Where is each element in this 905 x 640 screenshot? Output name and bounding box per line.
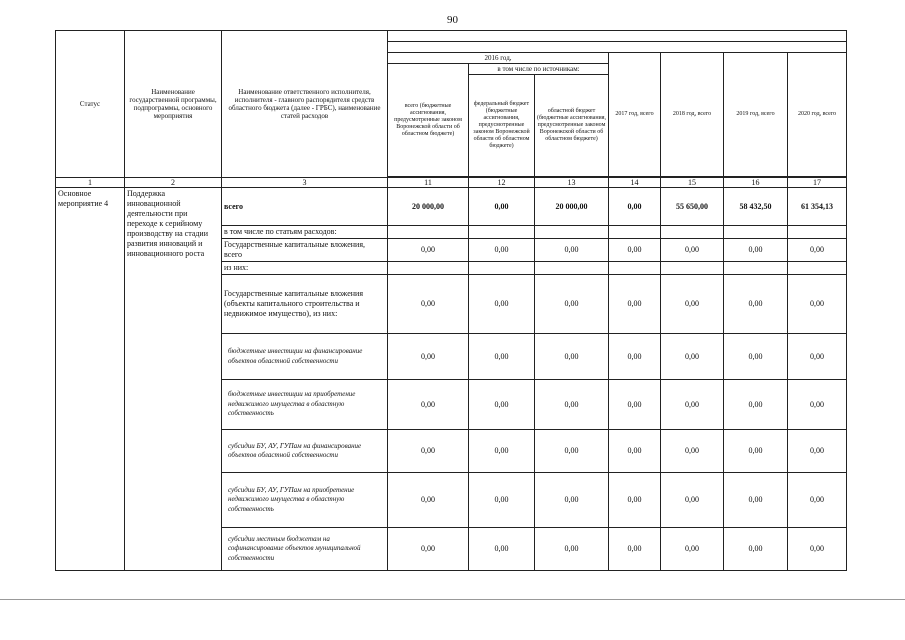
column-number-row: [56, 178, 847, 188]
col-number: 11: [388, 178, 469, 188]
value-cell: 0,00: [609, 430, 661, 473]
value-cell: 0,00: [535, 239, 609, 262]
value-cell: 0,00: [609, 239, 661, 262]
col-number: 14: [609, 178, 661, 188]
value-cell: 0,00: [469, 473, 535, 528]
value-cell: 0,00: [609, 188, 661, 226]
value-cell: [788, 226, 847, 239]
value-cell: 0,00: [661, 473, 724, 528]
header-total-2016: всего (бюджетные ассигнования, предусмотренные законом Воронежской области об областном бюджете): [388, 64, 469, 177]
program-name-cell: Поддержка инновационной деятельности при переходе к серийному производству на стадии развития инноваций и инновационного роста: [125, 188, 222, 571]
col-number: 17: [788, 178, 847, 188]
value-cell: 0,00: [469, 430, 535, 473]
header-2020: 2020 год, всего: [788, 53, 847, 177]
value-cell: 0,00: [788, 528, 847, 571]
value-cell: 0,00: [788, 239, 847, 262]
value-cell: 55 650,00: [661, 188, 724, 226]
value-cell: [388, 262, 469, 275]
value-cell: [724, 262, 788, 275]
row-label: субсидии местным бюджетам на софинансирование объектов муниципальной собственности: [222, 528, 388, 571]
header-regional: областной бюджет (бюджетные ассигнования, предусмотренные законом Воронежской области об областном бюджете): [535, 75, 609, 177]
value-cell: [535, 226, 609, 239]
value-cell: [388, 226, 469, 239]
header-by-sources: в том числе по источникам:: [469, 64, 609, 75]
header-responsible: Наименование ответственного исполнителя, исполнителя - главного распорядителя средств областного бюджета (далее - ГРБС), наименование статей расходов: [222, 31, 388, 178]
value-cell: [661, 262, 724, 275]
value-cell: 0,00: [724, 430, 788, 473]
value-cell: 0,00: [469, 334, 535, 380]
header-federal: федеральный бюджет (бюджетные ассигнования, предусмотренные законом Воронежской области об областном бюджете): [469, 75, 535, 177]
value-cell: 0,00: [724, 275, 788, 334]
value-cell: 0,00: [609, 334, 661, 380]
value-cell: 0,00: [469, 528, 535, 571]
value-cell: 0,00: [661, 380, 724, 430]
value-cell: [724, 226, 788, 239]
value-cell: 0,00: [535, 528, 609, 571]
value-cell: 0,00: [724, 473, 788, 528]
header-row: [56, 31, 847, 42]
header-2019: 2019 год, всего: [724, 53, 788, 177]
value-cell: 0,00: [788, 380, 847, 430]
value-cell: 58 432,50: [724, 188, 788, 226]
value-cell: [609, 262, 661, 275]
value-cell: 0,00: [661, 430, 724, 473]
value-cell: [661, 226, 724, 239]
value-cell: 0,00: [388, 430, 469, 473]
value-cell: 0,00: [788, 473, 847, 528]
value-cell: 0,00: [609, 380, 661, 430]
value-cell: 0,00: [388, 239, 469, 262]
col-number: 15: [661, 178, 724, 188]
row-label: Государственные капитальные вложения, всего: [222, 239, 388, 262]
col-number: 16: [724, 178, 788, 188]
value-cell: 0,00: [535, 473, 609, 528]
header-status: Статус: [56, 31, 125, 178]
value-cell: [469, 226, 535, 239]
page-number: 90: [447, 14, 458, 26]
value-cell: 0,00: [469, 380, 535, 430]
value-cell: 0,00: [661, 334, 724, 380]
row-label: всего: [222, 188, 388, 226]
value-cell: 0,00: [724, 239, 788, 262]
col-number: 2: [125, 178, 222, 188]
value-cell: 61 354,13: [788, 188, 847, 226]
row-label: бюджетные инвестиции на финансирование объектов областной собственности: [222, 334, 388, 380]
value-cell: 0,00: [388, 275, 469, 334]
value-cell: 0,00: [388, 334, 469, 380]
value-cell: 0,00: [535, 334, 609, 380]
row-label: бюджетные инвестиции на приобретение недвижимого имущества в областную собственность: [222, 380, 388, 430]
col-number: 12: [469, 178, 535, 188]
value-cell: 0,00: [535, 380, 609, 430]
header-program: Наименование государственной программы, подпрограммы, основного мероприятия: [125, 31, 222, 178]
value-cell: 0,00: [724, 334, 788, 380]
value-cell: 0,00: [469, 188, 535, 226]
page-divider: [0, 599, 905, 600]
col-number: 3: [222, 178, 388, 188]
value-cell: 0,00: [388, 528, 469, 571]
value-cell: [609, 226, 661, 239]
value-cell: 20 000,00: [388, 188, 469, 226]
row-label: в том числе по статьям расходов:: [222, 226, 388, 239]
row-label: субсидии БУ, АУ, ГУПам на финансирование объектов областной собственности: [222, 430, 388, 473]
status-cell: Основное мероприятие 4: [56, 188, 125, 571]
value-cell: 0,00: [535, 430, 609, 473]
header-blank-band: [388, 31, 847, 42]
budget-table: [55, 30, 847, 571]
value-cell: [788, 262, 847, 275]
value-cell: 0,00: [661, 275, 724, 334]
value-cell: 0,00: [661, 239, 724, 262]
value-cell: 0,00: [788, 334, 847, 380]
value-cell: 0,00: [661, 528, 724, 571]
value-cell: 20 000,00: [535, 188, 609, 226]
value-cell: 0,00: [609, 528, 661, 571]
row-label: Государственные капитальные вложения (объекты капитального строительства и недвижимое имущество), из них:: [222, 275, 388, 334]
header-year-2016: 2016 год,: [388, 53, 609, 64]
value-cell: 0,00: [724, 380, 788, 430]
value-cell: [535, 262, 609, 275]
col-number: 1: [56, 178, 125, 188]
value-cell: 0,00: [788, 430, 847, 473]
header-2018: 2018 год, всего: [661, 53, 724, 177]
value-cell: 0,00: [535, 275, 609, 334]
row-label: из них:: [222, 262, 388, 275]
value-cell: 0,00: [469, 239, 535, 262]
header-blank-band: [388, 42, 847, 53]
value-cell: 0,00: [724, 528, 788, 571]
col-number: 13: [535, 178, 609, 188]
value-cell: 0,00: [609, 473, 661, 528]
row-label: субсидии БУ, АУ, ГУПам на приобретение недвижимого имущества в областную собственность: [222, 473, 388, 528]
value-cell: 0,00: [388, 380, 469, 430]
value-cell: 0,00: [609, 275, 661, 334]
value-cell: 0,00: [388, 473, 469, 528]
value-cell: 0,00: [788, 275, 847, 334]
value-cell: 0,00: [469, 275, 535, 334]
header-2017: 2017 год, всего: [609, 53, 661, 177]
value-cell: [469, 262, 535, 275]
table-row: [56, 188, 847, 226]
